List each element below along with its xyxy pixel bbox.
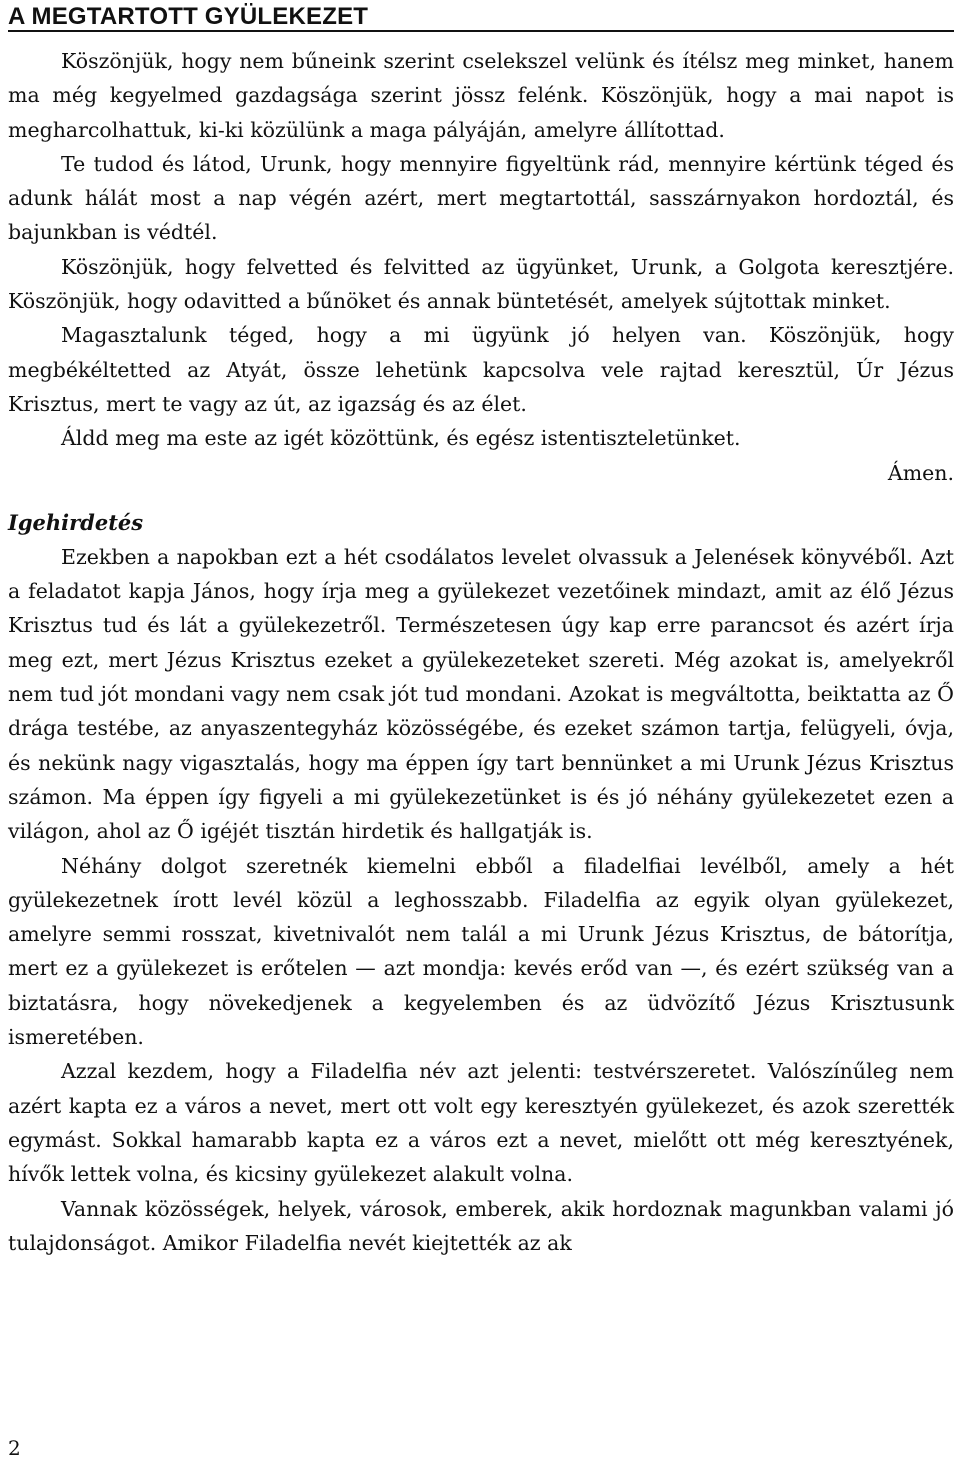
sermon-section <box>8 540 954 1260</box>
prayer-paragraph: Köszönjük, hogy nem bűneink szerint cselekszel velünk és ítélsz meg minket, hanem ma még kegyelmed gazdagsága szerint jössz felénk. Köszönjük, hogy a mai napot is megharcolhattuk, ki-ki közülünk a maga pályáján, amelyre állítottad. <box>8 49 954 142</box>
sermon-paragraph: Ezekben a napokban ezt a hét csodálatos levelet olvassuk a Jelenések könyvéből. Azt a feladatot kapja János, hogy írja meg a gyülekezet vezetőinek mindazt, amit az élő Jézus Krisztus tud és lát a gyülekezetről. Természetesen úgy kap erre parancsot és azért írja meg ezt, mert Jézus Krisztus ezeket a gyülekezeteket szereti. Még azokat is, amelyekről nem tud jót mondani vagy nem csak jót tud mondani. Azokat is megváltotta, beiktatta az Ő drága testébe, az anyaszentegyház közösségébe, és ezeket számon tartja, felügyeli, óvja, és nekünk nagy vigasztalás, hogy ma éppen így tart bennünket a mi Urunk Jézus Krisztus számon. Ma éppen így figyeli a mi gyülekezetünket is és jó néhány gyülekezetet ezen a világon, ahol az Ő igéjét tisztán hirdetik és hallgatják is. <box>8 544 954 844</box>
page <box>8 0 954 1260</box>
prayer-paragraph: Te tudod és látod, Urunk, hogy mennyire figyeltünk rád, mennyire kértünk téged és adunk hálát most a nap végén azért, mert megtartottál, sasszárnyakon hordoztál, és bajunkban is védtél. <box>8 151 954 245</box>
prayer-section <box>8 44 954 490</box>
page-number: 2 <box>8 1436 21 1460</box>
section-heading-sermon: Igehirdetés <box>8 509 144 535</box>
prayer-paragraph: Magasztalunk téged, hogy a mi ügyünk jó helyen van. Köszönjük, hogy megbékéltetted az Atyát, össze lehetünk kapcsolva vele rajtad keresztül, Úr Jézus Krisztus, mert te vagy az út, az igazság és az élet. <box>8 323 954 416</box>
running-header <box>8 0 954 32</box>
sermon-paragraph: Vannak közösségek, helyek, városok, emberek, akik hordoznak magunkban valami jó tulajdonságot. Amikor Filadelfia nevét kiejtették az ak <box>8 1196 954 1255</box>
amen-line: Ámen. <box>887 460 954 485</box>
chapter-title: A MEGTARTOTT GYÜLEKEZET <box>8 3 369 30</box>
sermon-paragraph: Azzal kezdem, hogy a Filadelfia név azt jelenti: testvérszeretet. Valószínűleg nem azért kapta ez a város a nevet, mert ott volt egy keresztyén gyülekezet, és azok szerették egymást. Sokkal hamarabb kapta ez a város ezt a nevet, mielőtt ott még keresztyének, hívők lettek volna, és kicsiny gyülekezet alakult volna. <box>8 1059 954 1187</box>
prayer-paragraph: Áldd meg ma este az igét közöttünk, és egész istentiszteletünket. <box>61 426 741 451</box>
sermon-paragraph: Néhány dolgot szeretnék kiemelni ebből a filadelfiai levélből, amely a hét gyülekezetnek írott levél közül a leghosszabb. Filadelfia az egyik olyan gyülekezet, amelyre semmi rosszat, kivetnivalót nem talál a mi Urunk Jézus Krisztus, de bátorítja, mert ez a gyülekezet is erőtelen — azt mondja: kevés erőd van —, és ezért szükség van a biztatásra, hogy növekedjenek a kegyelemben és az üdvözítő Jézus Krisztusunk ismeretében. <box>8 853 954 1050</box>
prayer-paragraph: Köszönjük, hogy felvetted és felvitted az ügyünket, Urunk, a Golgota keresztjére. Köszönjük, hogy odavitted a bűnöket és annak büntetését, amelyek sújtottak minket. <box>8 254 954 314</box>
